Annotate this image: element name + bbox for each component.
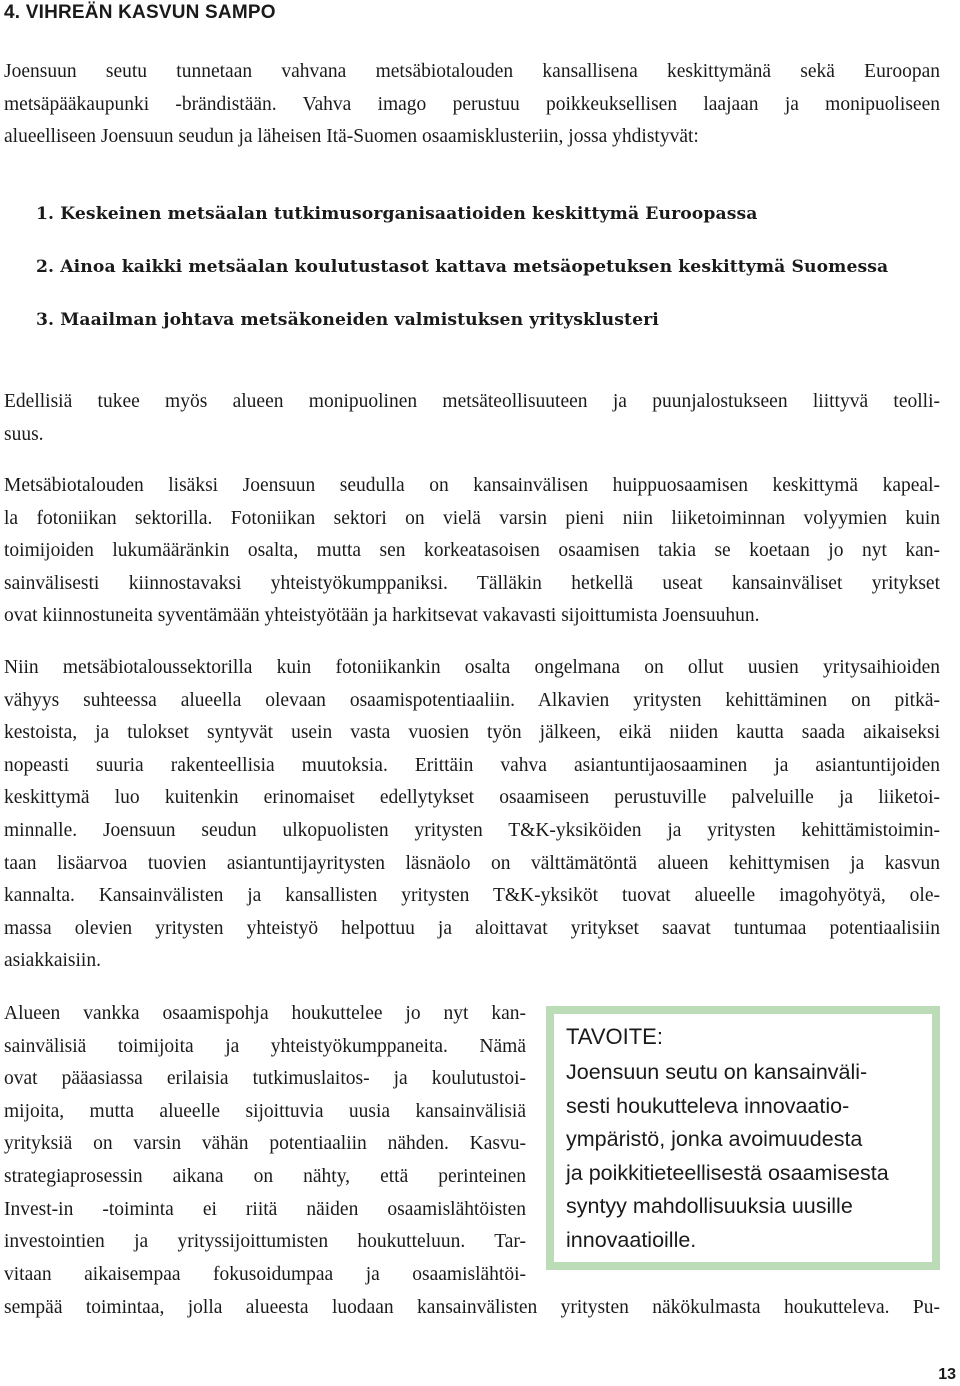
text-line: kestoista, ja tulokset syntyvät usein vasta vuosien työn jälkeen, eikä niiden kautta saada aikaiseksi (4, 722, 940, 744)
text-line: suus. (4, 423, 44, 445)
text-line: minnalle. Joensuun seudun ulkopuolisten yritysten T&K-yksiköiden ja yritysten kehittämistoimin- (4, 819, 940, 841)
text-line: asiakkaisiin. (4, 950, 101, 972)
text-line: ja poikkitieteellisestä osaamisesta (566, 1160, 889, 1185)
list-item: 3. Maailman johtava metsäkoneiden valmistuksen yritysklusteri (36, 310, 659, 330)
paragraph-3 (4, 652, 940, 978)
text-line: yrityksiä on varsin vähän potentiaaliin nähden. Kasvu- (4, 1133, 526, 1155)
text-line: innovaatioille. (566, 1227, 697, 1252)
text-line: ovat pääasiassa erilaisia tutkimuslaitos- ja koulutustoi- (4, 1068, 526, 1090)
text-line: Niin metsäbiotaloussektorilla kuin fotoniikankin osalta ongelmana on ollut uusien yritysaihioiden (4, 657, 940, 678)
text-line: Metsäbiotalouden lisäksi Joensuun seudulla on kansainvälisen huippuosaamisen keskittymä kapeal- (4, 475, 940, 496)
list-item: 1. Keskeinen metsäalan tutkimusorganisaatioiden keskittymä Euroopassa (36, 204, 758, 224)
goal-box (546, 1006, 940, 1270)
text-line: vähyys suhteessa alueella olevaan osaamispotentiaaliin. Alkavien yritysten kehittäminen on pitkä- (4, 689, 940, 711)
text-line: mijoita, mutta alueelle sijoittuvia uusia kansainvälisiä (4, 1100, 526, 1122)
list-item: 2. Ainoa kaikki metsäalan koulutustasot kattava metsäopetuksen keskittymä Suomessa (36, 257, 889, 277)
text-line: Invest-in -toiminta ei riitä näiden osaamislähtöisten (4, 1198, 526, 1220)
text-line: massa olevien yritysten yhteistyö helpottuu ja aloittavat yritykset saavat tuntumaa potentiaalisiin (4, 917, 940, 939)
text-line: ovat kiinnostuneita syventämään yhteistyötään ja harkitsevat vakavasti sijoittumista Joensuuhun. (4, 605, 760, 627)
text-line: alueelliseen Joensuun seudun ja läheisen Itä-Suomen osaamisklusteriin, jossa yhdistyvät: (4, 126, 699, 148)
text-line: kannalta. Kansainvälisten ja kansallisten yritysten T&K-yksiköt tuovat alueelle imagohyötyä, ole- (4, 885, 940, 907)
text-line: sempää toimintaa, jolla alueesta luodaan kansainvälisten yritysten näkökulmasta houkutteleva. Pu- (4, 1297, 940, 1318)
text-line: keskittymä luo kuitenkin erinomaiset edellytykset osaamiseen perustuville palveluille ja liiketoi- (4, 787, 940, 809)
paragraph-2 (4, 470, 940, 633)
text-line: taan lisäarvoa tuovien asiantuntijayritysten läsnäolo on välttämätöntä alueen kehittymisen ja kasvun (4, 852, 940, 874)
text-line: toimijoiden lukumääränkin osalta, mutta sen korkeatasoisen osaamisen takia se koetaan jo nyt kan- (4, 540, 940, 562)
text-line: Alueen vankka osaamispohja houkuttelee jo nyt kan- (4, 1003, 526, 1024)
text-line: strategiaprosessin aikana on nähty, että perinteinen (4, 1165, 526, 1187)
text-line: investointien ja yrityssijoittumisten houkutteluun. Tar- (4, 1231, 526, 1253)
text-line: la fotoniikan sektorilla. Fotoniikan sektori on vielä varsin pieni niin liiketoiminnan volyymien kuin (4, 507, 940, 529)
text-line: sesti houkutteleva innovaatio- (566, 1093, 850, 1118)
paragraph-4-last-line (4, 1292, 940, 1325)
text-line: metsäpääkaupunki -brändistään. Vahva imago perustuu poikkeuksellisen laajaan ja monipuoliseen (4, 93, 940, 115)
page-number: 13 (938, 1366, 956, 1383)
text-line: nopeasti suuria rakenteellisia muutoksia. Erittäin vahva asiantuntijaosaaminen ja asiantuntijoiden (4, 754, 940, 776)
section-heading: 4. VIHREÄN KASVUN SAMPO (4, 2, 276, 23)
text-line: vitaan aikaisempaa fokusoidumpaa ja osaamislähtöi- (4, 1263, 526, 1285)
goal-box-title: TAVOITE: (566, 1024, 663, 1049)
paragraph-4 (4, 998, 526, 1291)
text-line: ympäristö, jonka avoimuudesta (566, 1127, 863, 1152)
text-line: Edellisiä tukee myös alueen monipuolinen metsäteollisuuteen ja puunjalostukseen liittyvä teolli- (4, 391, 940, 412)
text-line: syntyy mahdollisuuksia uusille (566, 1194, 853, 1219)
paragraph-1 (4, 386, 940, 451)
text-line: sainvälisesti kiinnostavaksi yhteistyökumppaniksi. Tälläkin hetkellä useat kansainväliset yritykset (4, 572, 940, 594)
text-line: Joensuun seutu tunnetaan vahvana metsäbiotalouden kansallisena keskittymänä sekä Euroopan (4, 61, 940, 82)
intro-paragraph (4, 56, 940, 154)
text-line: Joensuun seutu on kansainväli- (566, 1060, 868, 1084)
goal-box-text (566, 1056, 926, 1258)
text-line: sainvälisiä toimijoita ja yhteistyökumppaneita. Nämä (4, 1035, 526, 1057)
